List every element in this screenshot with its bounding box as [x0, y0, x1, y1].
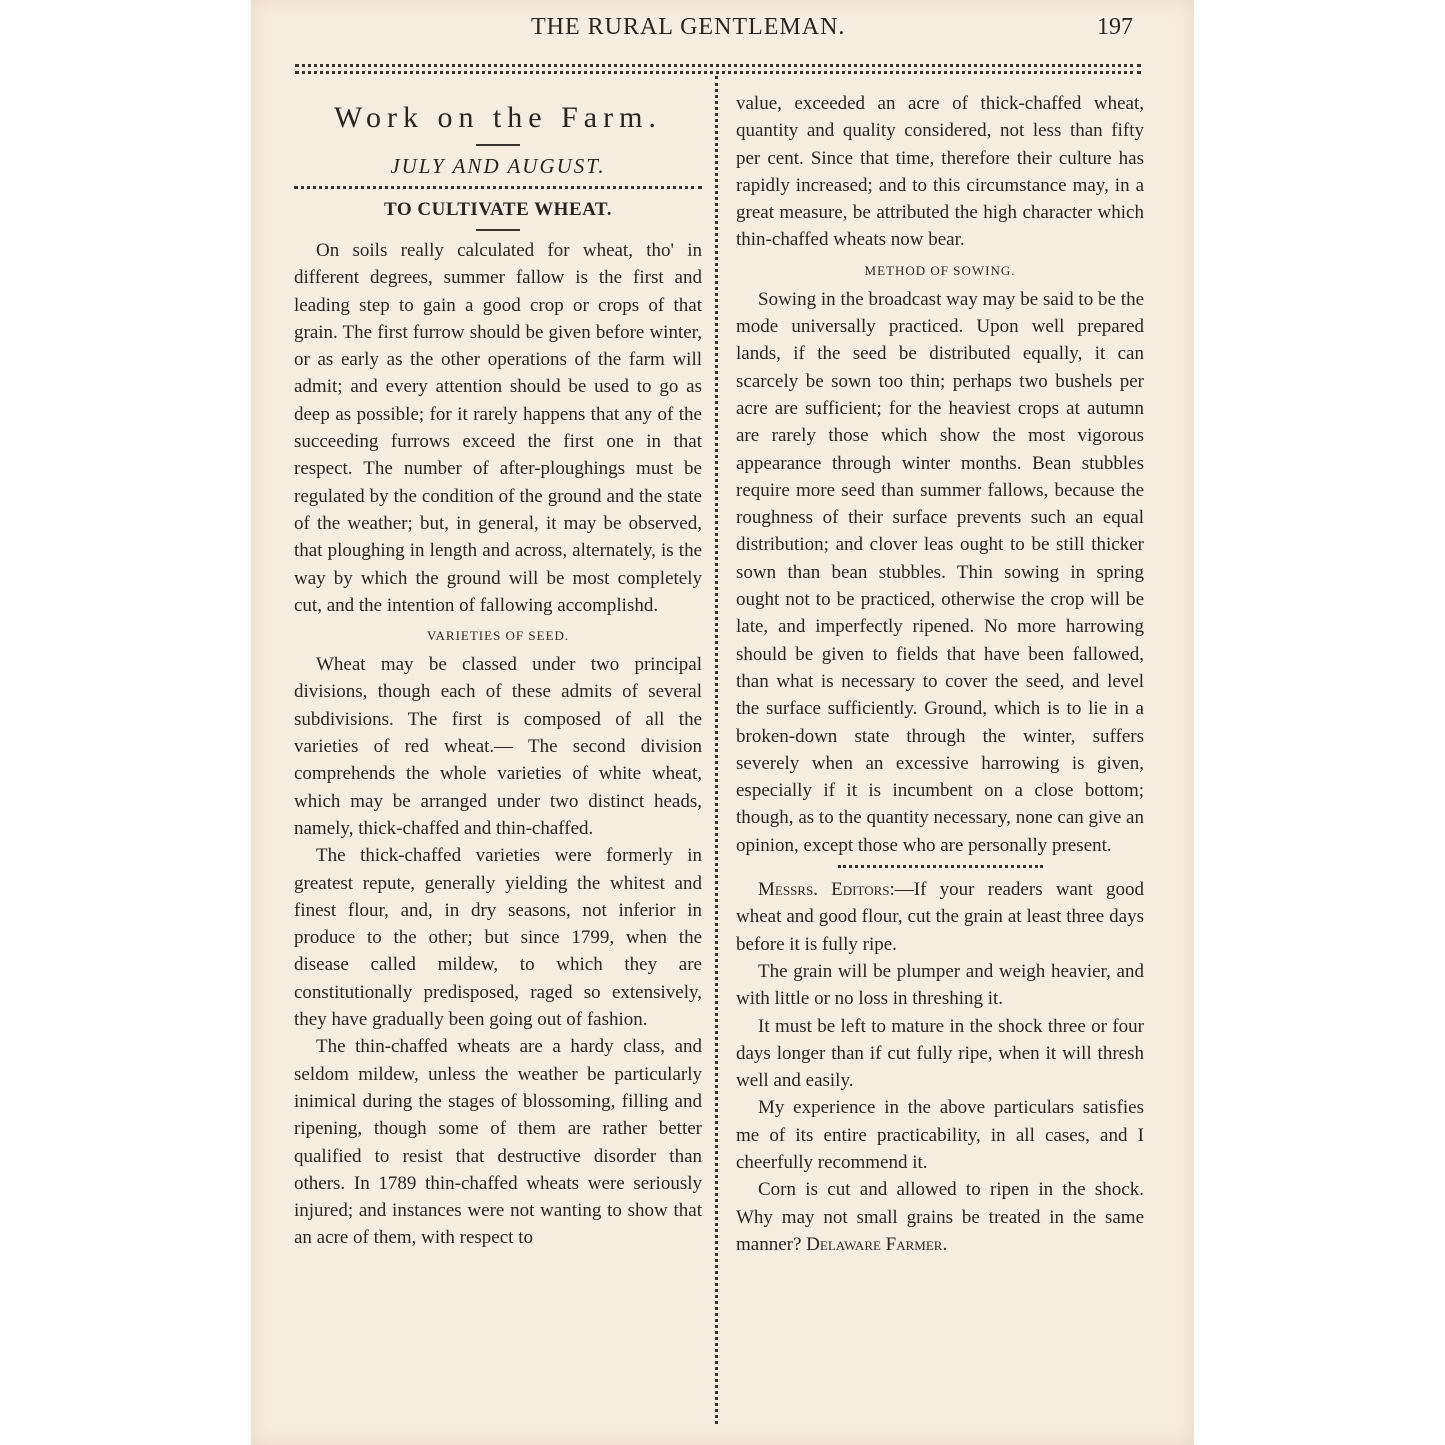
right-column [736, 90, 1144, 1258]
subheading-varieties: VARIETIES OF SEED. [426, 628, 570, 644]
magazine-page [251, 0, 1194, 1445]
article-separator [838, 865, 1043, 868]
department-subtitle: JULY AND AUGUST. [390, 154, 606, 178]
article-title-rule [476, 229, 520, 231]
journal-title: THE RURAL GENTLEMAN. [531, 14, 846, 40]
title-rule [476, 144, 520, 146]
subheading-sowing: METHOD OF SOWING. [864, 262, 1016, 278]
letter-paragraph: The grain will be plumper and weigh heavier, and with little or no loss in threshing it. [736, 960, 1144, 1010]
letter-text: Corn is cut and allowed to ripen in the shock. Why may not small grains be treated in the same manner? [736, 1179, 1144, 1255]
article-paragraph: Wheat may be classed under two principal divisions, though each of these admits of several subdivisions. The first is composed of all the varieties of red wheat.— The second division comprehends the whole varieties of white wheat, which may be arranged under two distinct heads, namely, thick-chaffed and thin-chaffed. [294, 654, 702, 839]
running-head [251, 14, 1194, 50]
department-title: Work on the Farm. [334, 101, 662, 134]
article-title: TO CULTIVATE WHEAT. [384, 199, 612, 220]
article-paragraph: The thick-chaffed varieties were formerly in greatest repute, generally yielding the whitest and finest flour, and, in dry seasons, not inferior in produce to the other; but since 1799, when the disease called mildew, to which they are constitutionally predisposed, raged so extensively, they have gradually been going out of fashion. [294, 845, 702, 1031]
article-paragraph: The thin-chaffed wheats are a hardy class, and seldom mildew, unless the weather be particularly inimical during the stages of blossoming, filling and ripening, though some of them are rather better qualified to resist that destructive disorder than others. In 1789 thin-chaffed wheats were seriously injured; and instances were not wanting to show that an acre of them, with respect to [294, 1036, 702, 1249]
header-rule [295, 64, 1141, 74]
article-paragraph-continued: value, exceeded an acre of thick-chaffed wheat, quantity and quality considered, not less than fifty per cent. Since that time, therefore their culture has rapidly increased; and to this circumstance may, in a great measure, be attributed the high character which thin-chaffed wheats now bear. [736, 93, 1144, 251]
section-dotted-rule [294, 186, 702, 189]
page-number: 197 [1097, 14, 1133, 40]
article-paragraph: Sowing in the broadcast way may be said to be the mode universally practiced. Upon well prepared lands, if the seed be distributed equally, it can scarcely be sown too thin; perhaps two bushels per acre are sufficient; for the heaviest crops at autumn are rarely those which show the most vigorous appearance through winter months. Bean stubbles require more seed than summer fallows, because the roughness of their surface prevents such an equal distribution; and clover leas ought to be still thicker sown than bean stubbles. Thin sowing in spring ought not to be practiced, otherwise the crop will be late, and imperfectly ripened. No more harrowing should be given to fields that have been fallowed, than what is necessary to cover the seed, and level the surface sufficiently. Ground, which is to lie in a broken-down state through the winter, suffers severely when an excessive harrowing is given, especially if it is incumbent on a close bottom; though, as to the quantity necessary, none can give an opinion, except those who are personally present. [736, 288, 1144, 856]
article-paragraph: On soils really calculated for wheat, tho' in different degrees, summer fallow is the first and leading step to gain a good crop or crops of that grain. The first furrow should be given before winter, or as early as the other operations of the farm will admit; and every attention should be used to go as deep as possible; for it rarely happens that any of the succeeding furrows exceed the first one in that respect. The number of after-ploughings must be regulated by the condition of the ground and the state of the weather; but, in general, it may be observed, that ploughing in length and across, alternately, is the way by which the ground will be most completely cut, and the intention of fallowing accomplishd. [294, 240, 702, 616]
letter-text: —If your readers want good wheat and good flour, cut the grain at least three days before it is fully ripe. [736, 879, 1144, 955]
letter-paragraph [736, 876, 1144, 958]
letter-paragraph: It must be left to mature in the shock three or four days longer than if cut fully ripe, when it will thresh well and easily. [736, 1015, 1144, 1092]
left-column [294, 90, 702, 1252]
column-divider [715, 76, 718, 1424]
letter-salutation: Messrs. Editors: [758, 879, 895, 901]
letter-paragraph [736, 1176, 1144, 1258]
letter-paragraph: My experience in the above particulars satisfies me of its entire practicability, in all cases, and I cheerfully recommend it. [736, 1097, 1144, 1173]
letter-signature: Delaware Farmer. [806, 1233, 948, 1255]
